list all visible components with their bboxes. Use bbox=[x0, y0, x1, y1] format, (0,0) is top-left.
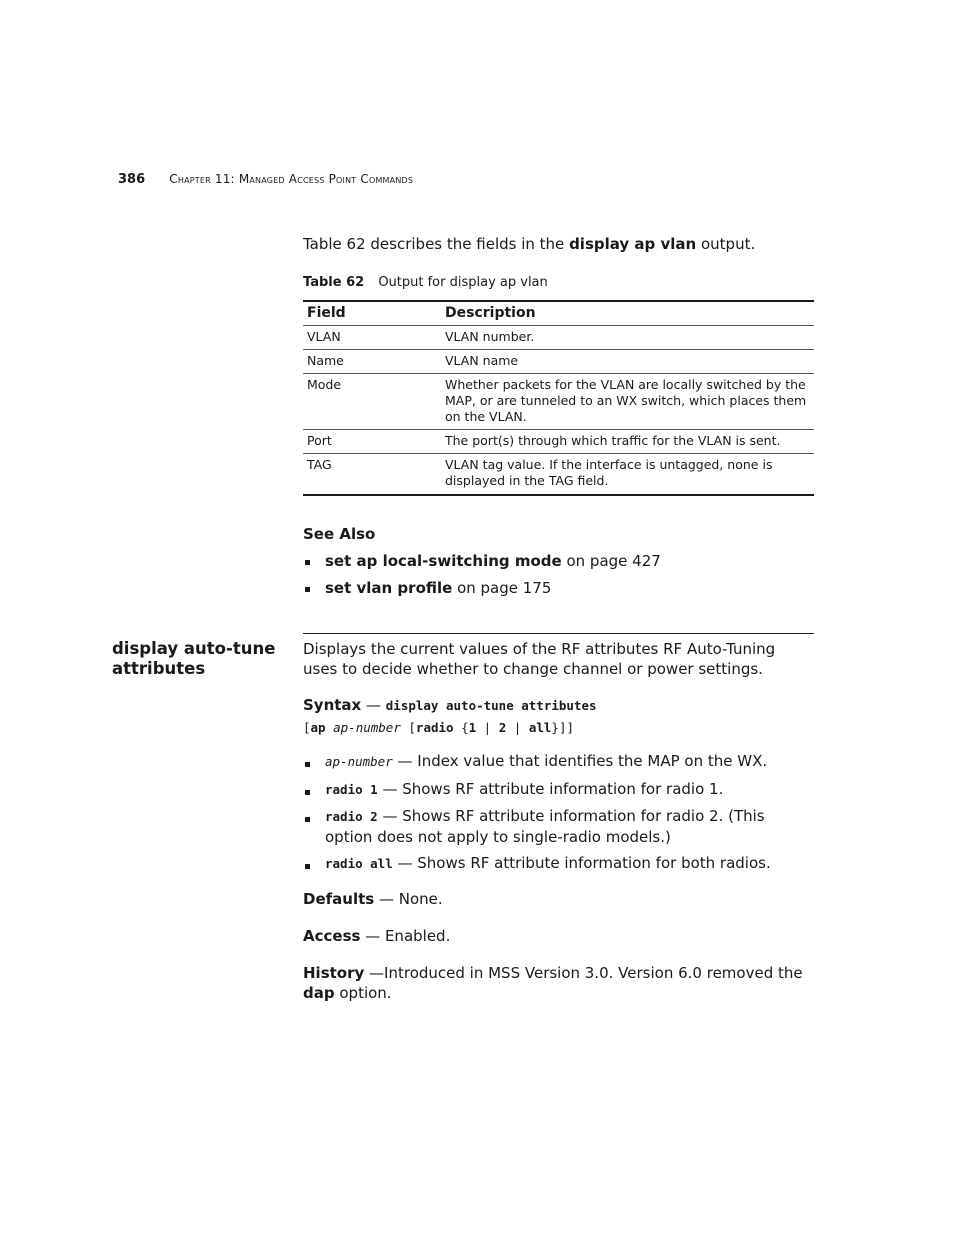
see-also-item[interactable]: set ap local-switching mode on page 427 bbox=[325, 552, 661, 570]
syntax-line: Syntax — display auto-tune attributes bbox=[303, 696, 597, 714]
field-cell: VLAN bbox=[303, 326, 441, 350]
description-cell: VLAN number. bbox=[441, 326, 814, 350]
param-name: radio 2 bbox=[325, 809, 378, 824]
field-cell: Name bbox=[303, 350, 441, 374]
see-also-heading: See Also bbox=[303, 525, 376, 543]
bullet-icon bbox=[305, 560, 310, 565]
caption-text: Output for display ap vlan bbox=[378, 275, 548, 290]
syntax-arguments: [ap ap-number [radio {1 | 2 | all}]] bbox=[303, 720, 574, 735]
param-name: ap-number bbox=[325, 754, 393, 769]
bullet-icon bbox=[305, 762, 310, 767]
table-row bbox=[303, 326, 814, 350]
param-item: radio 2 — Shows RF attribute information for radio 2. (This option does not apply to single-radio models.) bbox=[325, 807, 765, 846]
param-item: radio 1 — Shows RF attribute information for radio 1. bbox=[325, 780, 724, 798]
field-cell: Port bbox=[303, 430, 441, 454]
param-name: radio all bbox=[325, 856, 393, 871]
bullet-icon bbox=[305, 817, 310, 822]
param-item: radio all — Shows RF attribute information for both radios. bbox=[325, 854, 771, 872]
table-row bbox=[303, 430, 814, 454]
table-row bbox=[303, 374, 814, 430]
access-line: Access — Enabled. bbox=[303, 927, 451, 945]
description-cell: VLAN name bbox=[441, 350, 814, 374]
bullet-icon bbox=[305, 587, 310, 592]
history-line: History —Introduced in MSS Version 3.0. Version 6.0 removed the dap option. bbox=[303, 964, 803, 1002]
column-header-field: Field bbox=[303, 301, 441, 326]
column-header-description: Description bbox=[441, 301, 814, 326]
table-row bbox=[303, 350, 814, 374]
param-name: radio 1 bbox=[325, 782, 378, 797]
field-cell: TAG bbox=[303, 454, 441, 496]
bullet-icon bbox=[305, 790, 310, 795]
table-header-row bbox=[303, 301, 814, 326]
description-cell: Whether packets for the VLAN are locally switched by the MAP, or are tunneled to an WX switch, which places them on the VLAN. bbox=[441, 374, 814, 430]
page-number: 386 bbox=[118, 172, 146, 187]
intro-paragraph: Table 62 describes the fields in the display ap vlan output. bbox=[303, 235, 756, 253]
description-cell: The port(s) through which traffic for the VLAN is sent. bbox=[441, 430, 814, 454]
chapter-title: Chapter 11: Managed Access Point Commands bbox=[169, 172, 414, 186]
bullet-icon bbox=[305, 864, 310, 869]
field-cell: Mode bbox=[303, 374, 441, 430]
table-row bbox=[303, 454, 814, 496]
section-title: display auto-tune attributes bbox=[112, 639, 276, 678]
command-name: display ap vlan bbox=[569, 235, 697, 253]
table-caption bbox=[303, 275, 548, 290]
description-cell: VLAN tag value. If the interface is untagged, none is displayed in the TAG field. bbox=[441, 454, 814, 496]
section-divider bbox=[303, 633, 814, 634]
syntax-command: display auto-tune attributes bbox=[385, 698, 597, 713]
param-item: ap-number — Index value that identifies the MAP on the WX. bbox=[325, 752, 768, 770]
syntax-label: Syntax bbox=[303, 696, 362, 714]
defaults-line: Defaults — None. bbox=[303, 890, 443, 908]
page-header bbox=[118, 172, 413, 187]
see-also-item[interactable]: set vlan profile on page 175 bbox=[325, 579, 552, 597]
caption-label: Table 62 bbox=[303, 275, 365, 290]
output-table bbox=[303, 300, 814, 496]
section-description: Displays the current values of the RF attributes RF Auto-Tuning uses to decide whether to change channel or power settings. bbox=[303, 640, 776, 678]
